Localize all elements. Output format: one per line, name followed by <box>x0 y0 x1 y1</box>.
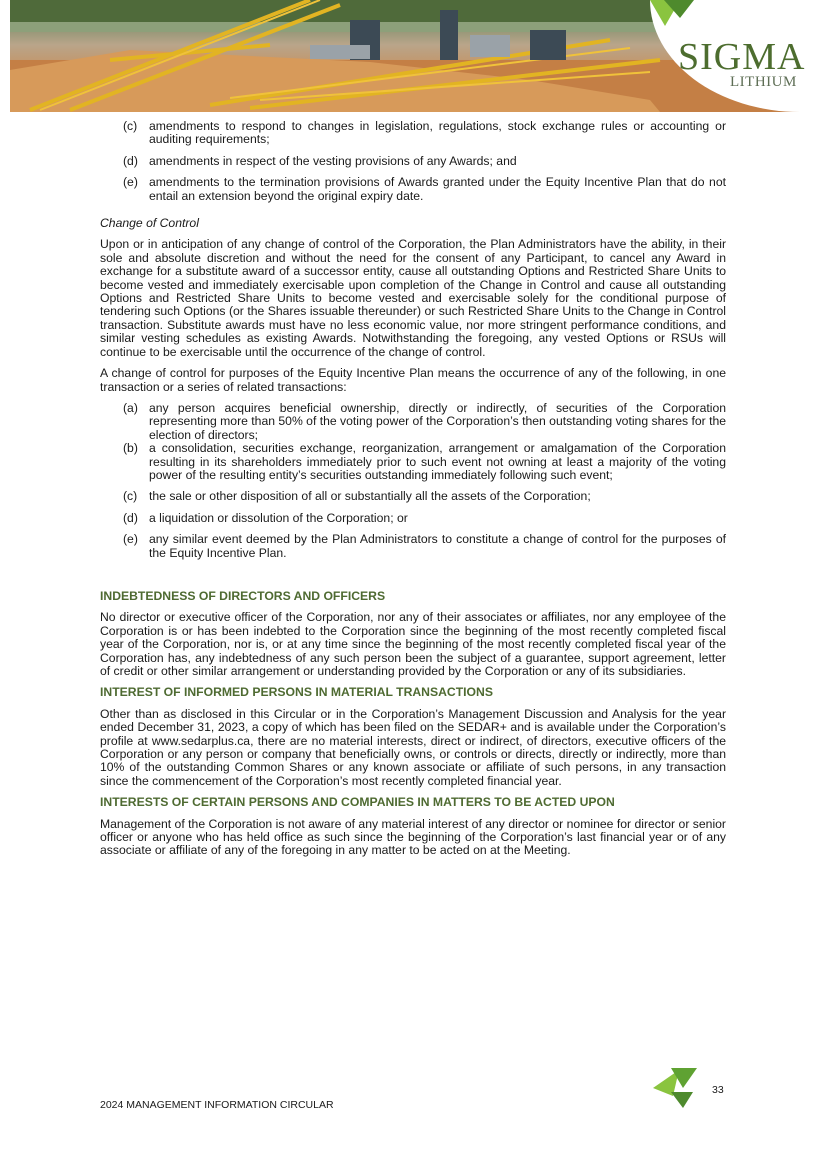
change-of-control-list <box>100 402 726 560</box>
list-item: (d) a liquidation or dissolution of the Corporation; or <box>123 510 408 525</box>
paragraph: Other than as disclosed in this Circular or in the Corporation’s Management Discussion and Analysis for the year ended December 31, 2023, a copy of which has been filed on the SEDAR+ and is available under the Corporation’s profile at www.sedarplus.ca, there are no material interests, direct or indirect, of directors, executive officers of the Corporation or any person or company that beneficially owns, or controls or directs, directly or indirectly, more than 10% of the outstanding Common Shares or any known associate or affiliate of such persons, in any transaction since the commencement of the Corporation’s most recently completed financial year. <box>100 706 726 788</box>
list-item: (e) amendments to the termination provisions of Awards granted under the Equity Incentive Plan that do not entail an extension beyond the original expiry date. <box>123 175 726 203</box>
list-item: (b) a consolidation, securities exchange, reorganization, arrangement or amalgamation of the Corporation resulting in its shareholders immediately prior to such event not owning at least a majority of the voting power of the resulting entity’s securities outstanding immediately following such event; <box>123 441 726 482</box>
footer-title: 2024 MANAGEMENT INFORMATION CIRCULAR <box>100 1099 334 1111</box>
document-body <box>100 120 726 866</box>
list-item: (d) amendments in respect of the vesting provisions of any Awards; and <box>123 153 517 168</box>
change-of-control-subheading: Change of Control <box>100 216 199 231</box>
section-heading-indebtedness: INDEBTEDNESS OF DIRECTORS AND OFFICERS <box>100 588 386 603</box>
section-heading-certain-persons: INTERESTS OF CERTAIN PERSONS AND COMPANIES IN MATTERS TO BE ACTED UPON <box>100 795 615 810</box>
header-banner <box>10 0 826 112</box>
logo-name: SIGMA <box>678 36 806 78</box>
page-number: 33 <box>712 1084 724 1096</box>
section-heading-informed-persons: INTEREST OF INFORMED PERSONS IN MATERIAL TRANSACTIONS <box>100 685 493 700</box>
logo-sub: LITHIUM <box>730 74 797 90</box>
list-item: (c) the sale or other disposition of all or substantially all the assets of the Corporation; <box>123 489 591 504</box>
footer-leaf-icon <box>653 1066 699 1110</box>
sigma-leaf-icon <box>650 0 694 30</box>
paragraph: Upon or in anticipation of any change of control of the Corporation, the Plan Administrators have the ability, in their sole and absolute discretion and without the need for the consent of any Participant, to cancel any Award in exchange for a substitute award of a successor entity, cause all outstanding Options and Restricted Share Units to become vested and immediately exercisable upon completion of the Change in Control and cause all outstanding Options and Restricted Share Units to become vested and exercisable solely for the conditional purpose of tendering such Options (or the Shares issuable thereunder) or such Restricted Share Units to the Change in Control transaction. Substitute awards must have no less economic value, nor more stringent performance conditions, and similar vesting schedules as existing Awards. Notwithstanding the foregoing, any vested Options or RSUs will continue to be exercisable until the occurrence of the change of control. <box>100 237 726 359</box>
paragraph: A change of control for purposes of the Equity Incentive Plan means the occurrence of any of the following, in one transaction or a series of related transactions: <box>100 366 726 394</box>
list-item: (a) any person acquires beneficial ownership, directly or indirectly, of securities of the Corporation representing more than 50% of the voting power of the Corporation’s then outstanding voting shares for the election of directors; <box>123 400 727 442</box>
paragraph: No director or executive officer of the Corporation, nor any of their associates or affiliates, nor any employee of the Corporation is or has been indebted to the Corporation since the beginning of the most recently completed fiscal year of the Corporation, nor is, or at any time since the beginning of the most recently completed fiscal year of the Corporation has, any indebtedness of any such person been the subject of a guarantee, support agreement, letter of credit or other similar arrangement or understanding provided by the Corporation or any of its subsidiaries. <box>100 610 726 678</box>
paragraph: Management of the Corporation is not aware of any material interest of any director or nominee for director or senior officer or anyone who has held office as such since the beginning of the Corporation’s last financial year or of any associate or affiliate of any of the foregoing in any matter to be acted on at the Meeting. <box>100 816 726 858</box>
list-item: (c) amendments to respond to changes in legislation, regulations, stock exchange rules or accounting or auditing requirements; <box>123 119 726 147</box>
list-item: (e) any similar event deemed by the Plan Administrators to constitute a change of control for the purposes of the Equity Incentive Plan. <box>123 532 726 560</box>
amendments-list <box>100 120 726 203</box>
